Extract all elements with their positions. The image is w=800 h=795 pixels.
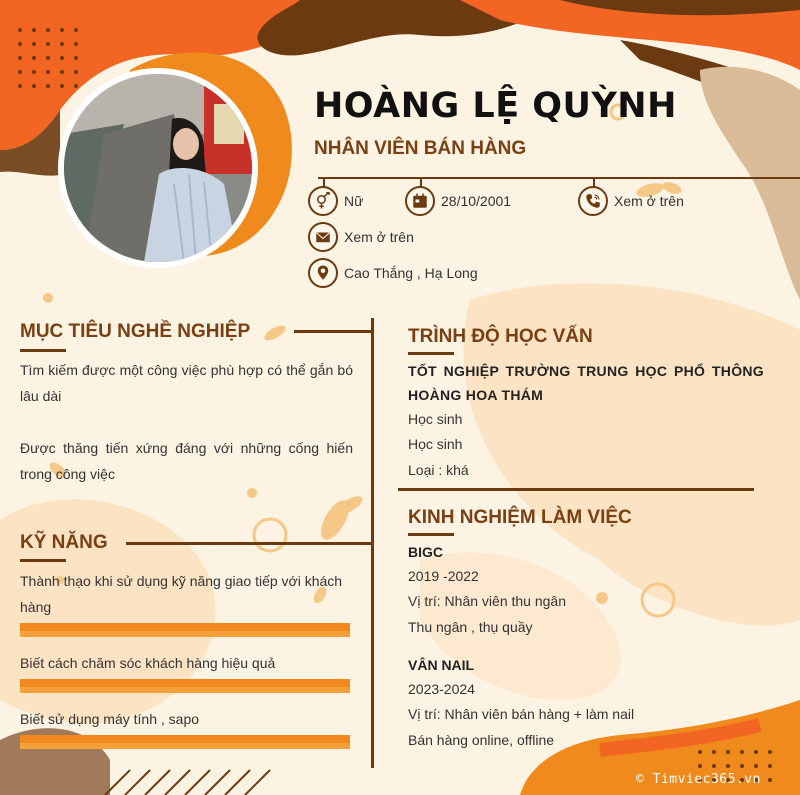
avatar — [58, 68, 258, 268]
contact-phone-text: Xem ở trên — [614, 193, 684, 209]
education-line-3: Loại : khá — [408, 462, 469, 478]
job-1-company: BIGC — [408, 544, 443, 560]
header-divider — [318, 177, 800, 179]
contact-phone — [578, 186, 684, 216]
skill-item-1-bar — [20, 623, 350, 637]
envelope-icon — [308, 222, 338, 252]
education-title-underline — [408, 352, 454, 355]
profile-photo — [64, 74, 252, 262]
contact-email — [308, 222, 414, 252]
contact-address-text: Cao Thắng , Hạ Long — [344, 265, 478, 281]
objective-connector — [294, 330, 372, 333]
contact-address — [308, 258, 478, 288]
job-1-period: 2019 -2022 — [408, 568, 479, 584]
objective-title: MỤC TIÊU NGHỀ NGHIỆP — [20, 321, 251, 342]
skill-item-3-text: Biết sử dụng máy tính , sapo — [20, 711, 200, 727]
job-2-desc: Bán hàng online, offline — [408, 732, 555, 748]
education-line-2: Học sinh — [408, 436, 463, 452]
education-line-1: Học sinh — [408, 411, 463, 427]
objective-paragraph-2: Được thăng tiến xứng đáng với những cống hiến trong công việc — [20, 440, 353, 482]
contact-email-text: Xem ở trên — [344, 229, 414, 245]
job-2-company: VÂN NAIL — [408, 657, 475, 673]
copyright: © Timviec365.vn — [636, 772, 761, 787]
job-2-role: Vị trí: Nhân viên bán hàng + làm nail — [408, 706, 635, 722]
contact-gender — [308, 186, 363, 216]
experience-title: KINH NGHIỆM LÀM VIỆC — [408, 507, 632, 528]
skills-title: KỸ NĂNG — [20, 532, 108, 553]
candidate-position: NHÂN VIÊN BÁN HÀNG — [314, 138, 527, 159]
skills-connector — [126, 542, 372, 545]
contact-birthday — [405, 186, 511, 216]
skill-item-2-text: Biết cách chăm sóc khách hàng hiệu quả — [20, 655, 276, 671]
phone-icon — [578, 186, 608, 216]
experience-title-underline — [408, 533, 454, 536]
skill-item-2-bar — [20, 679, 350, 693]
job-1-desc: Thu ngân , thụ quầy — [408, 619, 533, 635]
contact-birthday-text: 28/10/2001 — [441, 193, 512, 209]
skill-item-3-bar — [20, 735, 350, 749]
candidate-name: HOÀNG LỆ QUỲNH — [314, 86, 677, 126]
education-divider — [398, 488, 754, 491]
objective-title-underline — [20, 349, 66, 352]
gender-icon — [308, 186, 338, 216]
education-title: TRÌNH ĐỘ HỌC VẤN — [408, 326, 593, 347]
calendar-icon — [405, 186, 435, 216]
skill-item-1-text: Thành thạo khi sử dụng kỹ năng giao tiếp với khách hàng — [20, 573, 343, 615]
job-1-role: Vị trí: Nhân viên thu ngân — [408, 593, 566, 609]
skills-title-underline — [20, 559, 66, 562]
location-pin-icon — [308, 258, 338, 288]
job-2-period: 2023-2024 — [408, 681, 475, 697]
objective-paragraph-1: Tìm kiếm được một công việc phù hợp có thể gắn bó lâu dài — [20, 362, 353, 404]
contact-gender-text: Nữ — [344, 193, 364, 209]
education-school: TỐT NGHIỆP TRƯỜNG TRUNG HỌC PHỔ THÔNG HOÀNG HOA THÁM — [408, 363, 764, 403]
